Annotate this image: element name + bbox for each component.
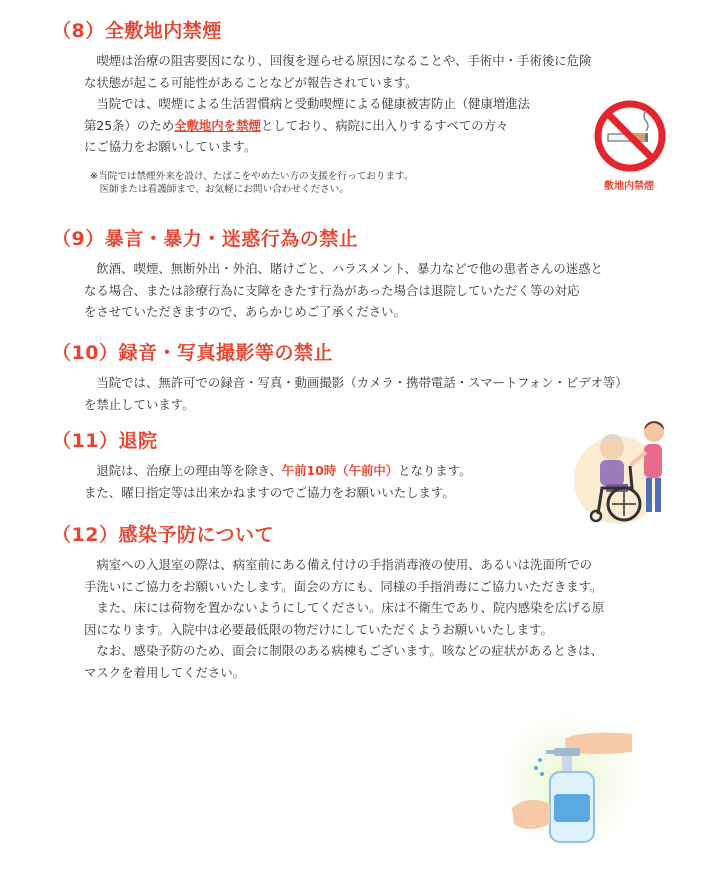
sign-caption: 敷地内禁煙 [604,181,654,192]
section-8-heading: （8）全敷地内禁煙 [52,20,222,42]
section-12-line: 因になります。入院中は必要最低限の物だけにしていただくようお願いいたします。 [84,621,553,637]
section-12-heading: （12）感染予防について [52,524,275,546]
section-12-line: 手洗いにご協力をお願いいたします。面会の方にも、同様の手指消毒にご協力いただきます。 [84,578,603,594]
note-line: 医師または看護師まで、お気軽にお問い合わせください。 [90,184,349,195]
section-12-line: マスクを着用してください。 [84,664,246,680]
section-8-note [90,170,413,196]
section-8-line: にご協力をお願いしています。 [84,139,257,154]
section-10-line: を禁止しています。 [84,396,195,412]
section-11-line [84,460,564,482]
section-9-line: なる場合、または診療行為に支障をきたす行為があった場合は退院していただく等の対応 [84,282,580,298]
text-fragment: としており、病院に出入りするすべての方々 [260,117,509,133]
note-line: ※当院では禁煙外来を設け、たばこをやめたい方の支援を行っております。 [90,171,414,182]
section-9-line: 飲酒、喫煙、無断外出・外泊、賭けごと、ハラスメント、暴力などで他の患者さんの迷惑と [84,261,603,276]
text-fragment: となります。 [398,463,472,478]
section-12-line: なお、感染予防のため、面会に制限のある病棟もございます。咳などの症状があるときは、 [84,643,603,658]
emphasis-discharge-time: 午前10時（午前中） [281,463,399,478]
section-9-line: をさせていただきますので、あらかじめご了承ください。 [84,304,406,319]
section-11-line: また、曜日指定等は出来かねますのでご協力をお願いいたします。 [84,484,455,500]
section-12-body [84,554,694,683]
section-8-line: 喫煙は治療の阻害要因になり、回復を遅らせる原因になることや、手術中・手術後に危険 [84,53,592,68]
no-smoking-sign-icon [594,100,666,172]
section-9-heading: （9）暴言・暴力・迷惑行為の禁止 [52,228,359,250]
section-10-line: 当院では、無許可での録音・写真・動画撮影（カメラ・携帯電話・スマートフォン・ビデオ等） [84,375,628,390]
section-11-body [84,460,564,503]
section-10-body [84,372,684,415]
hand-sanitizer-illustration [496,708,646,858]
section-8-line: な状態が起こる可能性があることなどが報告されています。 [84,74,418,90]
text-fragment: 退院は、治療上の理由等を除き、 [84,463,282,478]
section-9-body [84,258,684,323]
section-10-heading: （10）録音・写真撮影等の禁止 [52,342,333,364]
text-fragment: 第25条）のため [84,117,175,133]
section-12-line: 病室への入退室の際は、病室前にある備え付けの手指消毒液の使用、あるいは洗面所での [84,557,593,572]
section-8-line: 当院では、喫煙による生活習慣病と受動喫煙による健康被害防止（健康増進法 [84,96,531,111]
wheelchair-illustration [572,418,684,528]
section-11-heading: （11）退院 [52,430,158,452]
emphasis-no-smoking-premises: 全敷地内を禁煙 [174,117,261,133]
section-12-line: また、床には荷物を置かないようにしてください。床は不衛生であり、院内感染を広げる原 [84,600,605,615]
